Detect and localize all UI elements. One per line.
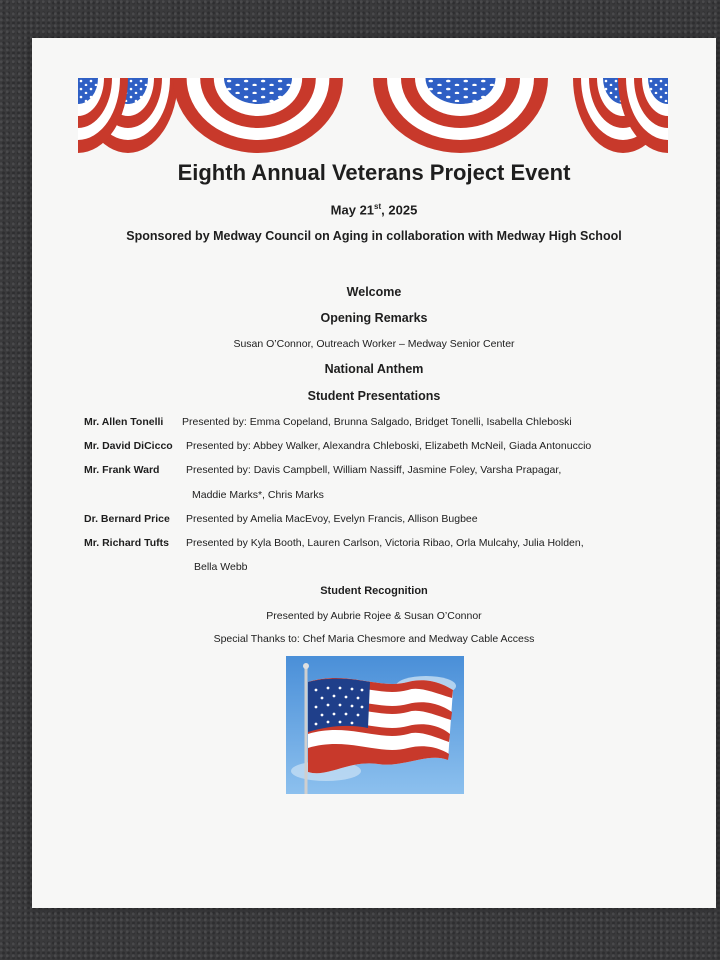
event-flyer (32, 38, 716, 908)
event-date: May 21st, 2025 (330, 202, 418, 218)
veteran-name: Mr. Richard Tufts (84, 537, 169, 549)
veteran-name: Dr. Bernard Price (84, 513, 170, 525)
presenters: Presented by: Emma Copeland, Brunna Salgado, Bridget Tonelli, Isabella Chleboski (182, 416, 572, 428)
presenters-continued: Maddie Marks*, Chris Marks (192, 489, 324, 501)
presenters: Presented by Amelia MacEvoy, Evelyn Francis, Allison Bugbee (186, 513, 478, 525)
opening-speaker: Susan O’Connor, Outreach Worker – Medway Senior Center (233, 338, 515, 350)
american-flag-image (286, 656, 464, 794)
veteran-name: Mr. David DiCicco (84, 440, 173, 452)
welcome-heading: Welcome (346, 285, 402, 299)
sponsor-line: Sponsored by Medway Council on Aging in collaboration with Medway High School (126, 229, 622, 243)
veteran-name: Mr. Allen Tonelli (84, 416, 164, 428)
presenters: Presented by: Abbey Walker, Alexandra Chleboski, Elizabeth McNeil, Giada Antonuccio (186, 440, 592, 452)
presenters-continued: Bella Webb (194, 561, 248, 573)
special-thanks: Special Thanks to: Chef Maria Chesmore and Medway Cable Access (213, 633, 535, 645)
recognition-presenters: Presented by Aubrie Rojee & Susan O’Connor (266, 610, 482, 622)
event-title: Eighth Annual Veterans Project Event (177, 160, 571, 185)
patriotic-bunting-image (78, 78, 668, 158)
presenters: Presented by Kyla Booth, Lauren Carlson, Victoria Ribao, Orla Mulcahy, Julia Holden, (186, 537, 584, 549)
student-recognition-heading: Student Recognition (320, 585, 428, 597)
presenters: Presented by: Davis Campbell, William Nassiff, Jasmine Foley, Varsha Prapagar, (186, 464, 562, 476)
veteran-name: Mr. Frank Ward (84, 464, 160, 476)
opening-remarks-heading: Opening Remarks (320, 311, 428, 325)
anthem-heading: National Anthem (324, 362, 424, 376)
student-presentations-heading: Student Presentations (307, 389, 441, 403)
